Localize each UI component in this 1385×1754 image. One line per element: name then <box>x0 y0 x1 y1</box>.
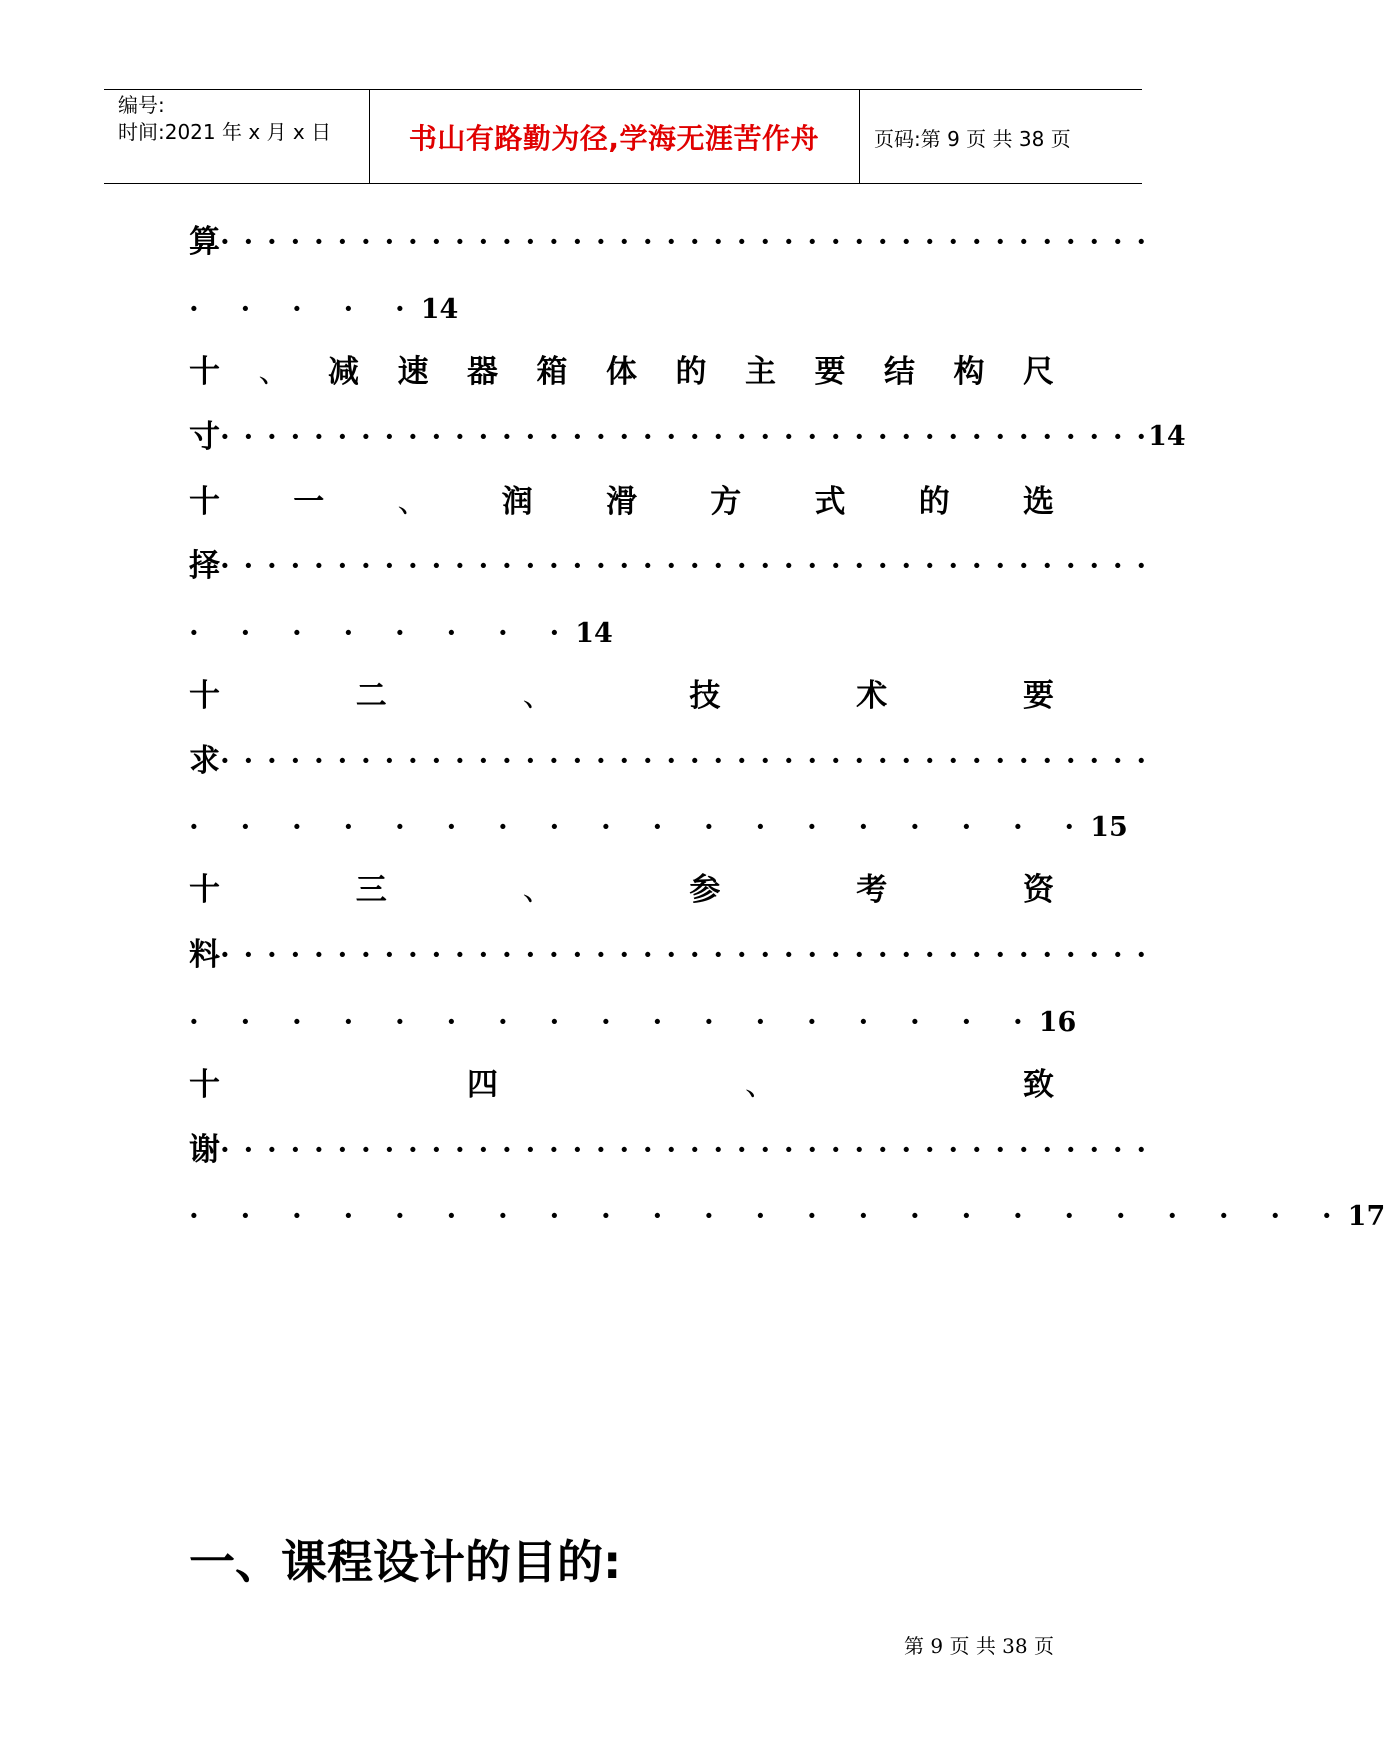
toc-line <box>189 741 1054 781</box>
toc-char: 十 <box>189 354 220 390</box>
number-label: 编号: <box>118 93 165 117</box>
motto-text: 书山有路勤为径,学海无涯苦作舟 <box>408 122 820 155</box>
toc-line <box>189 288 1054 328</box>
toc-title-line <box>189 352 1054 392</box>
toc-char: 要 <box>1022 678 1054 714</box>
toc-leader-dots: · · · · · · · · · · · · · · · · · · <box>189 810 1091 843</box>
toc-entry-tail: 料 <box>189 937 220 973</box>
toc-char: 十 <box>189 678 220 714</box>
toc-entry-tail: 谢 <box>189 1132 220 1168</box>
toc-line <box>189 935 1054 975</box>
toc-char: 术 <box>856 678 888 714</box>
document-header <box>104 89 1142 184</box>
toc-title-line <box>189 870 1054 910</box>
toc-char: 四 <box>467 1067 498 1103</box>
toc-char: 式 <box>814 484 846 520</box>
toc-line <box>189 546 1054 586</box>
toc-line <box>189 1195 1385 1235</box>
toc-char: 、 <box>522 872 554 908</box>
toc-entry-tail: 择 <box>189 548 220 584</box>
page-footer: 第 9 页 共 38 页 <box>904 1634 1054 1658</box>
toc-char: 箱 <box>536 354 568 390</box>
header-meta-cell <box>104 90 370 183</box>
toc-char: 速 <box>397 354 429 390</box>
toc-char: 十 <box>189 1067 220 1103</box>
toc-char: 滑 <box>606 484 637 520</box>
toc-char: 技 <box>689 678 721 714</box>
toc-line <box>189 417 1186 457</box>
header-page-cell <box>860 90 1142 183</box>
toc-line <box>189 612 1054 652</box>
toc-char: 器 <box>467 354 498 390</box>
header-motto-cell <box>369 90 860 183</box>
toc-char: 致 <box>1023 1067 1054 1103</box>
toc-char: 方 <box>710 484 742 520</box>
toc-title-line <box>189 1065 1054 1105</box>
toc-line <box>189 806 1128 846</box>
toc-char: 、 <box>522 678 554 714</box>
toc-char: 结 <box>884 354 915 390</box>
toc-char: 体 <box>606 354 637 390</box>
toc-title-line <box>189 676 1054 716</box>
toc-char: 考 <box>856 872 888 908</box>
toc-char: 十 <box>189 484 220 520</box>
toc-line <box>189 1001 1077 1041</box>
section-heading: 一、课程设计的目的: <box>189 1535 622 1589</box>
toc-line <box>189 222 1054 262</box>
toc-page-number: 14 <box>575 618 613 649</box>
toc-char: 十 <box>189 872 220 908</box>
toc-char: 、 <box>745 1067 776 1103</box>
toc-char: 资 <box>1022 872 1054 908</box>
page-code: 页码:第 9 页 共 38 页 <box>874 127 1071 151</box>
toc-page-number: 16 <box>1038 1007 1077 1038</box>
toc-entry-tail: 求 <box>189 743 220 779</box>
toc-char: 构 <box>953 354 985 390</box>
toc-entry-tail: 算 <box>189 224 220 260</box>
toc-page-number: 14 <box>1148 421 1186 452</box>
toc-leader-dots: · · · · · · · · · · · · · · · · · <box>189 1005 1039 1038</box>
toc-char: 要 <box>814 354 846 390</box>
toc-leader-dots: · · · · · · · · <box>189 616 576 649</box>
toc-char: 减 <box>328 354 359 390</box>
toc-line <box>189 1130 1054 1170</box>
toc-leader-dots: · · · · · <box>189 292 421 325</box>
toc-char: 尺 <box>1023 354 1054 390</box>
toc-leader-dots: · · · · · · · · · · · · · · · · · · · · · · · <box>189 1199 1348 1232</box>
toc-char: 、 <box>258 354 290 390</box>
toc-char: 参 <box>689 872 721 908</box>
toc-char: 、 <box>397 484 429 520</box>
toc-page-number: 15 <box>1090 812 1128 843</box>
toc-char: 主 <box>745 354 776 390</box>
toc-char: 二 <box>355 678 387 714</box>
toc-char: 的 <box>675 354 707 390</box>
toc-page-number: 17 <box>1347 1201 1385 1232</box>
toc-entry-tail: 寸 <box>189 419 220 455</box>
toc-char: 选 <box>1023 484 1054 520</box>
time-label: 时间:2021 年 x 月 x 日 <box>118 120 332 144</box>
toc-char: 一 <box>293 484 325 520</box>
toc-page-number: 14 <box>420 294 459 325</box>
toc-char: 的 <box>918 484 950 520</box>
toc-char: 三 <box>355 872 387 908</box>
toc-title-line <box>189 482 1054 522</box>
toc-char: 润 <box>501 484 533 520</box>
